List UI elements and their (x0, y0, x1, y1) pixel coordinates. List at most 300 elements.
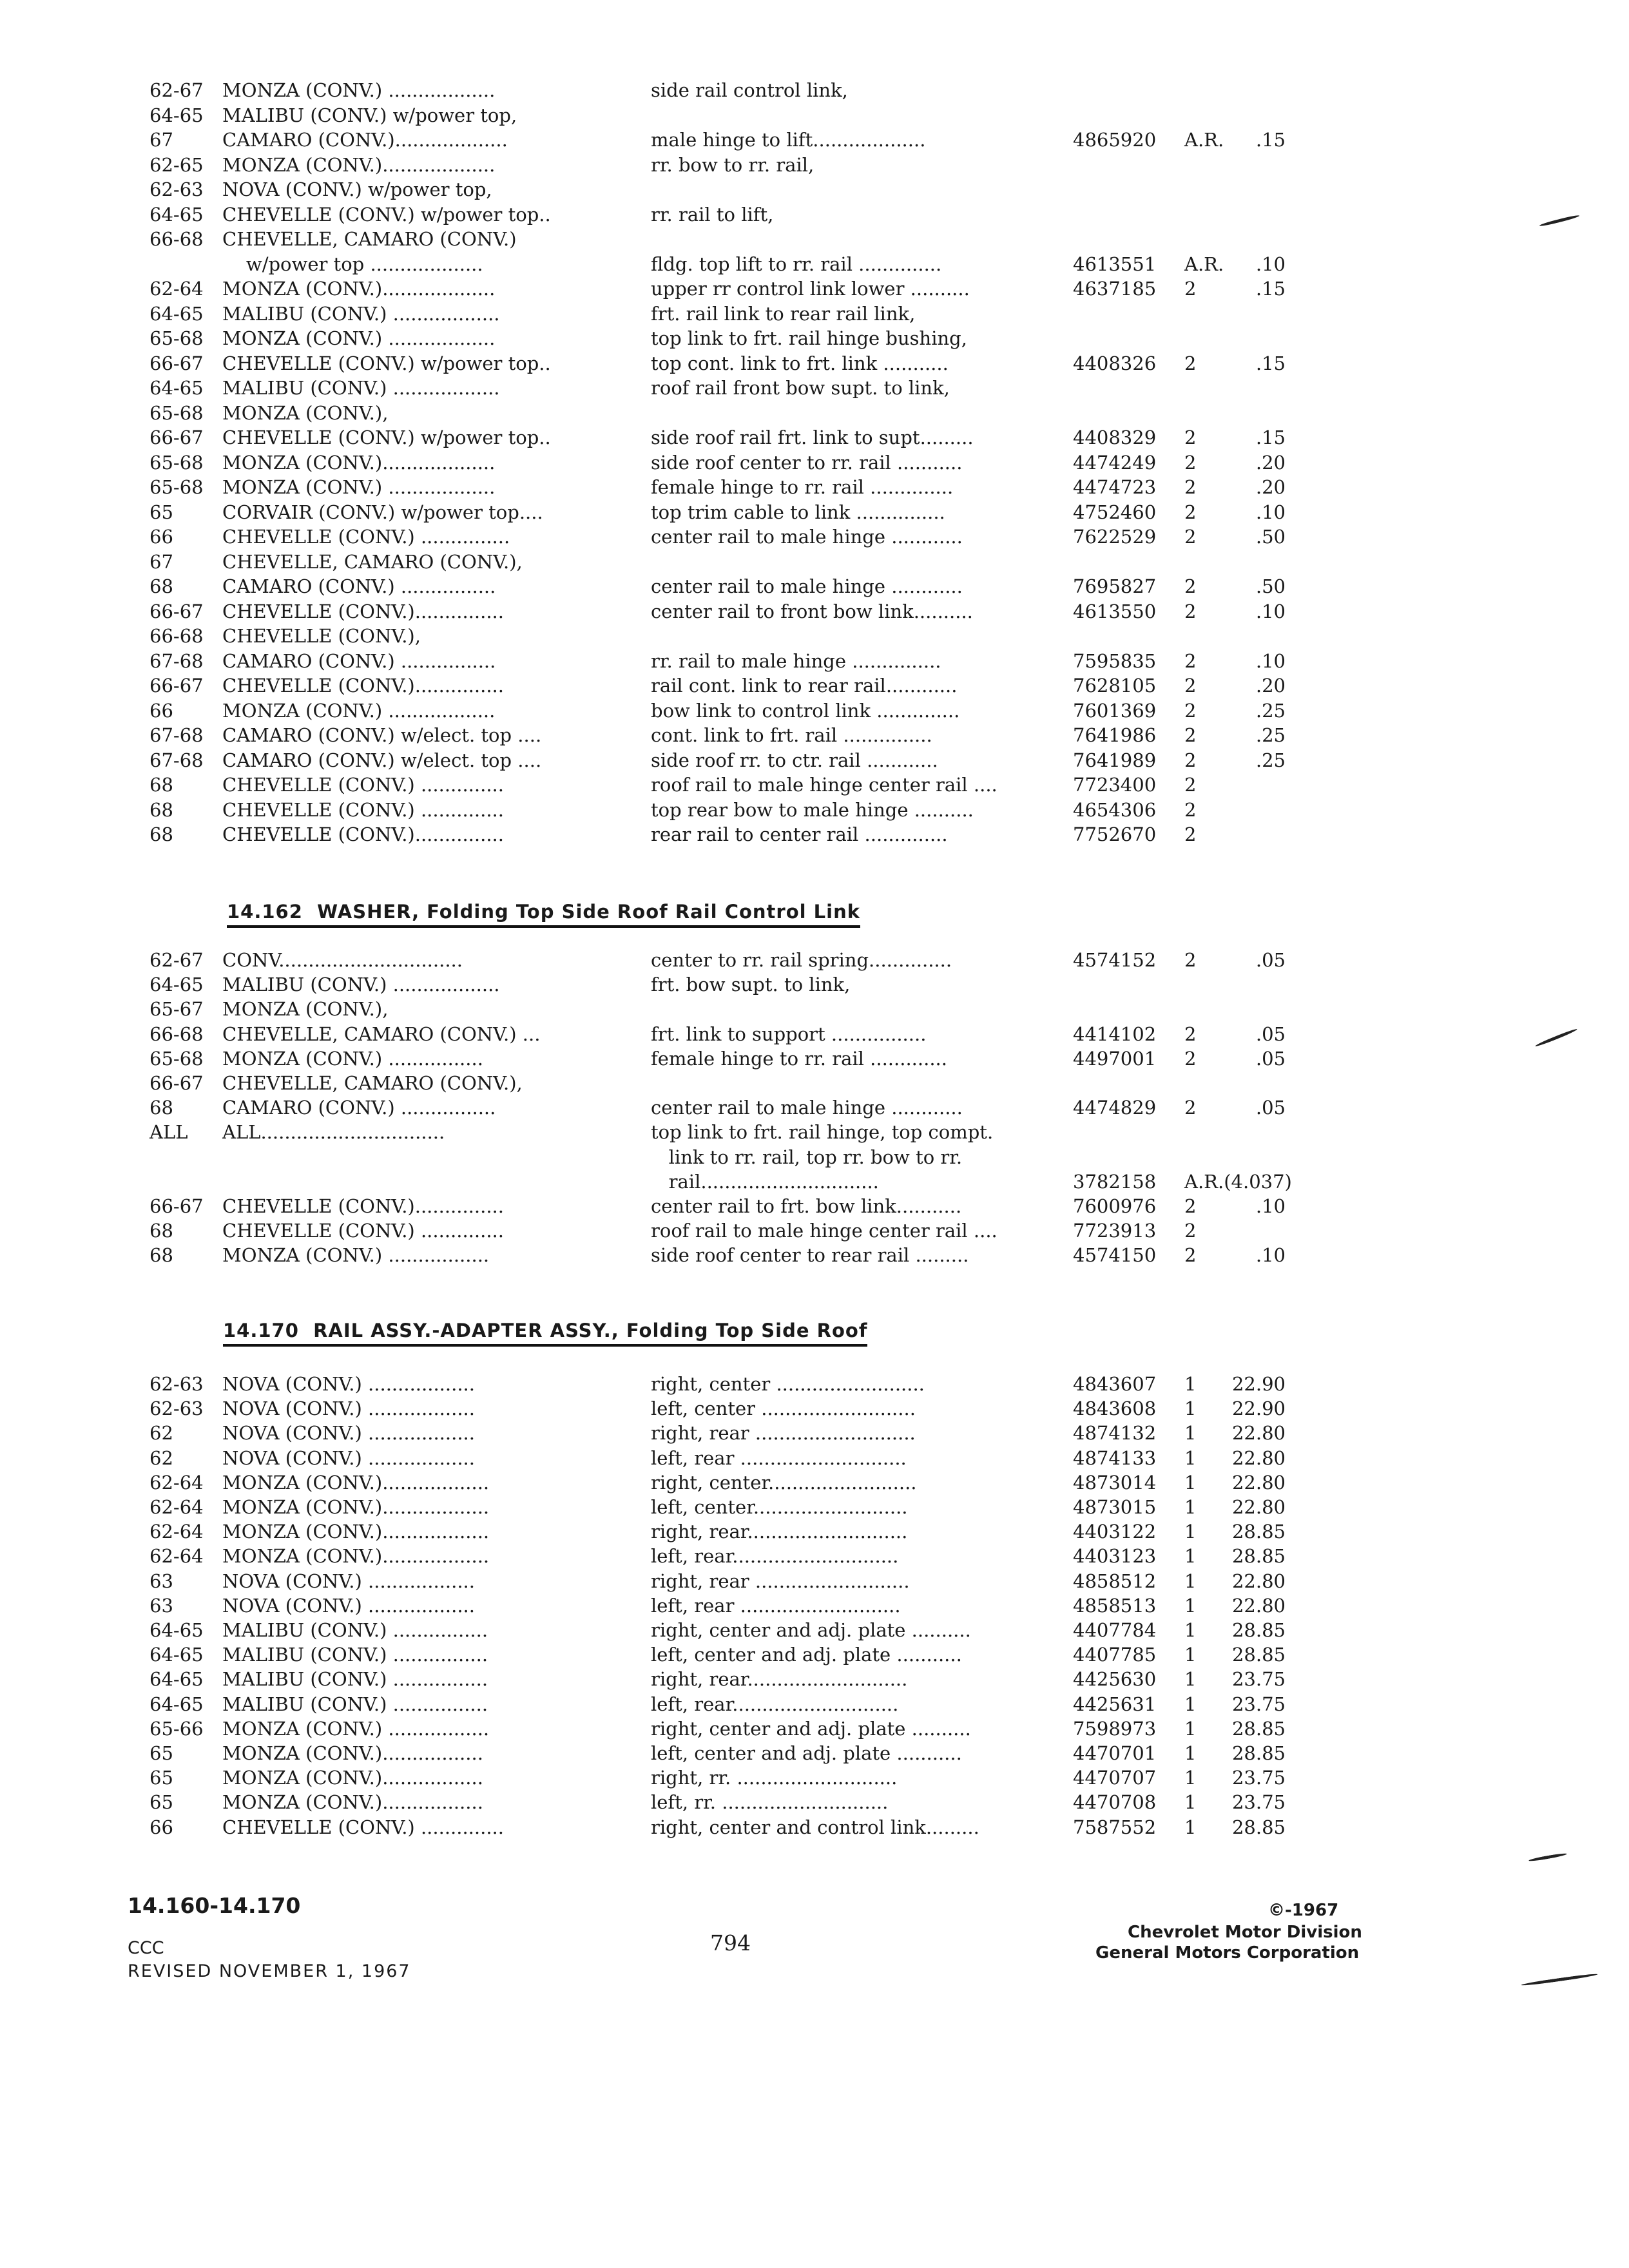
model-year: 65 (149, 1742, 173, 1764)
model-year: 67 (149, 550, 173, 573)
model-year: 62-67 (149, 949, 204, 971)
vehicle-model: MONZA (CONV.).................. (222, 1545, 490, 1568)
part-description: right, rear ........................... (651, 1422, 916, 1445)
part-number: 7600976 (1073, 1195, 1157, 1217)
part-description: side roof center to rr. rail ........... (651, 451, 963, 474)
vehicle-model: MALIBU (CONV.) .................. (222, 974, 500, 996)
vehicle-model: CHEVELLE, CAMARO (CONV.), (222, 1072, 523, 1094)
vehicle-model: MONZA (CONV.).................. (222, 1521, 490, 1543)
price: .15 (1255, 129, 1286, 151)
price: .05 (1255, 1047, 1286, 1070)
price: .50 (1255, 575, 1286, 597)
part-row (0, 1740, 1629, 1766)
vehicle-model: ALL............................... (222, 1121, 445, 1144)
part-row (0, 722, 1629, 748)
vehicle-model: CHEVELLE (CONV.) w/power top.. (222, 203, 551, 226)
part-row (0, 1593, 1629, 1619)
part-row (0, 623, 1629, 649)
quantity: 2 (1184, 949, 1197, 971)
vehicle-model: CHEVELLE, CAMARO (CONV.), (222, 550, 523, 573)
part-number: 4865920 (1073, 129, 1157, 151)
quantity: 2 (1184, 1244, 1197, 1267)
part-row (0, 351, 1629, 376)
part-row (0, 1095, 1629, 1120)
quantity: 1 (1184, 1398, 1197, 1420)
part-number: 4637185 (1073, 278, 1157, 300)
part-row (0, 276, 1629, 302)
vehicle-model: MONZA (CONV.) ................ (222, 1047, 483, 1070)
part-number: 4470708 (1073, 1791, 1157, 1814)
footer-division: Chevrolet Motor Division (1128, 1923, 1362, 1942)
quantity: 1 (1184, 1742, 1197, 1764)
model-year: 66-67 (149, 600, 204, 622)
quantity: 1 (1184, 1471, 1197, 1494)
part-description: right, center and adj. plate .......... (651, 1717, 971, 1740)
quantity: 2 (1184, 600, 1197, 622)
quantity: 1 (1184, 1570, 1197, 1592)
part-description: center rail to male hinge ............ (651, 1097, 963, 1119)
part-row (0, 996, 1629, 1022)
quantity: 2 (1184, 699, 1197, 722)
model-year: 64-65 (149, 104, 204, 126)
part-description: rail cont. link to rear rail............ (651, 675, 958, 697)
quantity: 1 (1184, 1693, 1197, 1715)
footer-copyright: ©-1967 (1268, 1901, 1339, 1920)
vehicle-model: MONZA (CONV.) ................. (222, 1717, 490, 1740)
model-year: 66-68 (149, 228, 204, 250)
vehicle-model: CHEVELLE (CONV.) .............. (222, 774, 504, 796)
part-number: 4574152 (1073, 949, 1157, 971)
part-number: 7752670 (1073, 823, 1157, 845)
vehicle-model: MALIBU (CONV.) ................ (222, 1619, 488, 1641)
part-number: 7598973 (1073, 1717, 1157, 1740)
part-description: side roof center to rear rail ......... (651, 1244, 969, 1267)
part-row (0, 1445, 1629, 1471)
part-description: rr. bow to rr. rail, (651, 153, 815, 176)
part-description: left, center.......................... (651, 1496, 908, 1518)
price: .25 (1255, 724, 1286, 746)
part-description: right, center and adj. plate .......... (651, 1619, 971, 1641)
part-description: female hinge to rr. rail ............. (651, 1047, 947, 1070)
part-number: 4408326 (1073, 352, 1157, 374)
part-row (0, 1666, 1629, 1692)
vehicle-model: CHEVELLE (CONV.) ............... (222, 526, 510, 548)
part-number: 4408329 (1073, 427, 1157, 448)
part-description: center rail to male hinge ............ (651, 575, 963, 597)
quantity: A.R. (1184, 129, 1224, 151)
price: .05 (1255, 1023, 1286, 1045)
footer-ccc: CCC (128, 1938, 164, 1958)
part-row (0, 1519, 1629, 1544)
model-year: 62 (149, 1446, 173, 1469)
vehicle-model: NOVA (CONV.) .................. (222, 1446, 475, 1469)
part-row (0, 1642, 1629, 1667)
part-description: side roof rail frt. link to supt......... (651, 427, 974, 448)
vehicle-model: MONZA (CONV.) ................. (222, 1244, 490, 1267)
part-description: frt. link to support ................ (651, 1023, 927, 1045)
part-row (0, 747, 1629, 773)
vehicle-model: MONZA (CONV.), (222, 401, 389, 424)
part-row (0, 1396, 1629, 1421)
part-number: 3782158 (1073, 1170, 1157, 1193)
part-number: 4403123 (1073, 1545, 1157, 1568)
part-description: left, rear............................ (651, 1545, 899, 1568)
part-description: rr. rail to male hinge ............... (651, 649, 941, 672)
part-row (0, 127, 1629, 153)
part-description: left, rear............................ (651, 1693, 899, 1715)
part-number: 4874133 (1073, 1446, 1157, 1469)
part-number: 4470701 (1073, 1742, 1157, 1764)
model-year: 65-68 (149, 327, 204, 349)
part-number: 7695827 (1073, 575, 1157, 597)
vehicle-model: MONZA (CONV.)................... (222, 278, 496, 300)
footer-section-range: 14.160-14.170 (128, 1893, 301, 1918)
price: .20 (1255, 476, 1286, 498)
price: .25 (1255, 749, 1286, 771)
vehicle-model: NOVA (CONV.) .................. (222, 1594, 475, 1617)
part-number: 4843607 (1073, 1373, 1157, 1395)
quantity: 1 (1184, 1422, 1197, 1445)
part-row (0, 1470, 1629, 1495)
vehicle-model: CHEVELLE (CONV.)............... (222, 1195, 504, 1217)
quantity: 2 (1184, 427, 1197, 448)
footer-revised-date: REVISED NOVEMBER 1, 1967 (128, 1961, 411, 1981)
part-row (0, 1119, 1629, 1145)
price: 28.85 (1231, 1816, 1286, 1838)
part-row (0, 1494, 1629, 1520)
price: .15 (1255, 427, 1286, 448)
part-description: fldg. top lift to rr. rail .............. (651, 253, 942, 275)
model-year: 64-65 (149, 203, 204, 226)
price: 28.85 (1231, 1545, 1286, 1568)
model-year: 63 (149, 1570, 173, 1592)
quantity: 2 (1184, 675, 1197, 697)
model-year: ALL (149, 1121, 188, 1144)
price: .10 (1255, 253, 1286, 275)
vehicle-model: NOVA (CONV.) w/power top, (222, 178, 492, 200)
part-description: right, center and control link......... (651, 1816, 979, 1838)
vehicle-model: CHEVELLE (CONV.)............... (222, 823, 504, 845)
vehicle-model: MALIBU (CONV.) .................. (222, 302, 500, 325)
part-row (0, 1169, 1629, 1195)
vehicle-model: NOVA (CONV.) .................. (222, 1398, 475, 1420)
part-number: 7601369 (1073, 699, 1157, 722)
part-row (0, 599, 1629, 624)
footer-corporation: General Motors Corporation (1095, 1943, 1360, 1963)
part-description: frt. rail link to rear rail link, (651, 302, 916, 325)
part-number: 4843608 (1073, 1398, 1157, 1420)
part-row (0, 1218, 1629, 1244)
part-row (0, 1021, 1629, 1047)
part-row (0, 1814, 1629, 1840)
model-year: 64-65 (149, 1693, 204, 1715)
part-number: 4414102 (1073, 1023, 1157, 1045)
part-number: 7622529 (1073, 526, 1157, 548)
vehicle-model: MONZA (CONV.)................... (222, 153, 496, 176)
part-row (0, 375, 1629, 401)
part-row (0, 673, 1629, 698)
vehicle-model: MALIBU (CONV.) ................ (222, 1693, 488, 1715)
part-description: bow link to control link .............. (651, 699, 960, 722)
part-number: 4873014 (1073, 1471, 1157, 1494)
model-year: 62-63 (149, 1398, 204, 1420)
model-year: 62 (149, 1422, 173, 1445)
part-row (0, 549, 1629, 575)
part-row (0, 325, 1629, 351)
quantity: 2 (1184, 476, 1197, 498)
model-year: 66-67 (149, 675, 204, 697)
part-row (0, 1420, 1629, 1446)
model-year: 66-67 (149, 352, 204, 374)
part-description: top rear bow to male hinge .......... (651, 798, 974, 821)
quantity: 2 (1184, 823, 1197, 845)
quantity: 1 (1184, 1373, 1197, 1395)
part-row (0, 77, 1629, 103)
quantity: 1 (1184, 1717, 1197, 1740)
model-year: 66 (149, 526, 173, 548)
model-year: 68 (149, 798, 173, 821)
part-description: right, center......................... (651, 1471, 917, 1494)
quantity: 2 (1184, 774, 1197, 796)
quantity: 1 (1184, 1521, 1197, 1543)
vehicle-model: MONZA (CONV.)................. (222, 1742, 483, 1764)
part-number: 4425630 (1073, 1668, 1157, 1691)
quantity: 2 (1184, 1220, 1197, 1242)
vehicle-model: CHEVELLE (CONV.)............... (222, 675, 504, 697)
vehicle-model: CAMARO (CONV.) w/elect. top .... (222, 749, 542, 771)
part-description: left, center and adj. plate ........... (651, 1742, 962, 1764)
model-year: 62-64 (149, 1496, 204, 1518)
model-year: 62-63 (149, 178, 204, 200)
price: .20 (1255, 675, 1286, 697)
part-row (0, 1193, 1629, 1219)
vehicle-model: CHEVELLE (CONV.) .............. (222, 1816, 504, 1838)
vehicle-model: MONZA (CONV.)................. (222, 1767, 483, 1789)
vehicle-model: CAMARO (CONV.) ................ (222, 1097, 496, 1119)
part-description: left, center .......................... (651, 1398, 916, 1420)
price: .20 (1255, 451, 1286, 474)
vehicle-model: CHEVELLE (CONV.)............... (222, 600, 504, 622)
section-heading-washer: 14.162 WASHER, Folding Top Side Roof Rail Control Link (227, 901, 860, 928)
part-description: cont. link to frt. rail ............... (651, 724, 932, 746)
price: 28.85 (1231, 1717, 1286, 1740)
part-number: 4403122 (1073, 1521, 1157, 1543)
model-year: 65 (149, 1767, 173, 1789)
part-number: 4613550 (1073, 600, 1157, 622)
model-year: 65-67 (149, 998, 204, 1021)
part-number: 7628105 (1073, 675, 1157, 697)
vehicle-model: MONZA (CONV.) .................. (222, 476, 496, 498)
part-number: 7641989 (1073, 749, 1157, 771)
quantity: 2 (1184, 749, 1197, 771)
quantity: 2 (1184, 1097, 1197, 1119)
model-year: 66 (149, 1816, 173, 1838)
vehicle-model: CAMARO (CONV.) ................ (222, 649, 496, 672)
part-row (0, 1617, 1629, 1643)
price: 28.85 (1231, 1521, 1286, 1543)
part-description: left, rear ........................... (651, 1594, 901, 1617)
binder-mark-3 (1528, 1852, 1567, 1862)
vehicle-model: CHEVELLE (CONV.) .............. (222, 1220, 504, 1242)
price: 23.75 (1231, 1668, 1286, 1691)
price: 22.80 (1231, 1422, 1286, 1445)
part-row (0, 1371, 1629, 1397)
part-row (0, 102, 1629, 128)
part-description: center rail to male hinge ............ (651, 526, 963, 548)
part-description: top trim cable to link ............... (651, 501, 945, 523)
quantity: 1 (1184, 1816, 1197, 1838)
part-number: 4470707 (1073, 1767, 1157, 1789)
model-year: 66-68 (149, 625, 204, 647)
price: .50 (1255, 526, 1286, 548)
part-number: 4858513 (1073, 1594, 1157, 1617)
vehicle-model: NOVA (CONV.) .................. (222, 1570, 475, 1592)
part-description: top link to frt. rail hinge, top compt. (651, 1121, 994, 1144)
quantity: 1 (1184, 1619, 1197, 1641)
model-year: 68 (149, 774, 173, 796)
quantity: 2 (1184, 526, 1197, 548)
quantity: 2 (1184, 278, 1197, 300)
model-year: 68 (149, 1097, 173, 1119)
model-year: 62-65 (149, 153, 204, 176)
part-row (0, 152, 1629, 178)
model-year: 66-68 (149, 1023, 204, 1045)
vehicle-model: MALIBU (CONV.) ................ (222, 1668, 488, 1691)
quantity: 1 (1184, 1545, 1197, 1568)
part-row (0, 400, 1629, 426)
quantity: 1 (1184, 1644, 1197, 1666)
model-year: 68 (149, 1244, 173, 1267)
model-year: 67 (149, 129, 173, 151)
vehicle-model: w/power top ................... (222, 253, 483, 275)
part-description: rear rail to center rail .............. (651, 823, 948, 845)
quantity: 1 (1184, 1496, 1197, 1518)
part-description: top cont. link to frt. link ........... (651, 352, 949, 374)
part-row (0, 1242, 1629, 1268)
part-description: side roof rr. to ctr. rail ............ (651, 749, 938, 771)
vehicle-model: MONZA (CONV.).................. (222, 1496, 490, 1518)
part-description: center rail to frt. bow link........... (651, 1195, 962, 1217)
part-row (0, 499, 1629, 525)
page-number: 794 (710, 1930, 751, 1956)
model-year: 65 (149, 501, 173, 523)
price: 23.75 (1231, 1693, 1286, 1715)
model-year: 67-68 (149, 724, 204, 746)
quantity: 2 (1184, 798, 1197, 821)
vehicle-model: MONZA (CONV.).................. (222, 1471, 490, 1494)
price: .05 (1255, 1097, 1286, 1119)
price: 22.80 (1231, 1471, 1286, 1494)
price: .15 (1255, 352, 1286, 374)
binder-mark-4 (1521, 1973, 1598, 1987)
quantity: 2 (1184, 352, 1197, 374)
part-row (0, 425, 1629, 450)
price: 22.80 (1231, 1570, 1286, 1592)
vehicle-model: NOVA (CONV.) .................. (222, 1373, 475, 1395)
part-number: 4613551 (1073, 253, 1157, 275)
model-year: 63 (149, 1594, 173, 1617)
model-year: 67-68 (149, 749, 204, 771)
model-year: 62-64 (149, 1521, 204, 1543)
model-year: 64-65 (149, 974, 204, 996)
vehicle-model: CHEVELLE (CONV.) w/power top.. (222, 352, 551, 374)
part-row (0, 1144, 1629, 1170)
part-description: side rail control link, (651, 79, 848, 101)
vehicle-model: NOVA (CONV.) .................. (222, 1422, 475, 1445)
quantity: 2 (1184, 724, 1197, 746)
part-row (0, 301, 1629, 327)
model-year: 65-68 (149, 476, 204, 498)
quantity: 2 (1184, 649, 1197, 672)
vehicle-model: MONZA (CONV.) .................. (222, 327, 496, 349)
vehicle-model: CAMARO (CONV.)................... (222, 129, 508, 151)
model-year: 65-66 (149, 1717, 204, 1740)
part-row (0, 573, 1629, 599)
quantity: 2 (1184, 1023, 1197, 1045)
price: 28.85 (1231, 1619, 1286, 1641)
quantity: 2 (1184, 451, 1197, 474)
part-description: top link to frt. rail hinge bushing, (651, 327, 967, 349)
part-row (0, 822, 1629, 847)
model-year: 65-68 (149, 401, 204, 424)
quantity: 1 (1184, 1446, 1197, 1469)
part-number: 4874132 (1073, 1422, 1157, 1445)
part-number: 4873015 (1073, 1496, 1157, 1518)
vehicle-model: CORVAIR (CONV.) w/power top.... (222, 501, 543, 523)
part-row (0, 450, 1629, 476)
part-number: 7587552 (1073, 1816, 1157, 1838)
quantity: 2 (1184, 1195, 1197, 1217)
part-row (0, 1568, 1629, 1594)
price: 22.80 (1231, 1446, 1286, 1469)
quantity: 1 (1184, 1668, 1197, 1691)
part-number: 7723400 (1073, 774, 1157, 796)
quantity: A.R. (1184, 253, 1224, 275)
model-year: 66-67 (149, 1072, 204, 1094)
price: .15 (1255, 278, 1286, 300)
part-description: center to rr. rail spring.............. (651, 949, 952, 971)
quantity: 1 (1184, 1594, 1197, 1617)
price: 22.90 (1231, 1373, 1286, 1395)
part-description: left, rear ............................ (651, 1446, 907, 1469)
quantity: 2 (1184, 1047, 1197, 1070)
price: 28.85 (1231, 1644, 1286, 1666)
model-year: 65-68 (149, 1047, 204, 1070)
part-description: roof rail to male hinge center rail .... (651, 1220, 998, 1242)
model-year: 64-65 (149, 1668, 204, 1691)
part-description: roof rail to male hinge center rail .... (651, 774, 998, 796)
model-year: 62-64 (149, 278, 204, 300)
part-description: roof rail front bow supt. to link, (651, 377, 950, 399)
quantity: A.R.(4.037) (1184, 1170, 1292, 1193)
vehicle-model: MALIBU (CONV.) .................. (222, 377, 500, 399)
vehicle-model: CONV............................... (222, 949, 463, 971)
part-number: 4574150 (1073, 1244, 1157, 1267)
price: .10 (1255, 501, 1286, 523)
part-description: frt. bow supt. to link, (651, 974, 851, 996)
model-year: 62-64 (149, 1471, 204, 1494)
part-row (0, 1543, 1629, 1569)
part-number: 4654306 (1073, 798, 1157, 821)
part-number: 4474723 (1073, 476, 1157, 498)
model-year: 66 (149, 699, 173, 722)
price: .25 (1255, 699, 1286, 722)
model-year: 65 (149, 1791, 173, 1814)
part-row (0, 648, 1629, 674)
part-row (0, 1716, 1629, 1742)
part-description: link to rr. rail, top rr. bow to rr. (651, 1146, 963, 1168)
model-year: 65-68 (149, 451, 204, 474)
